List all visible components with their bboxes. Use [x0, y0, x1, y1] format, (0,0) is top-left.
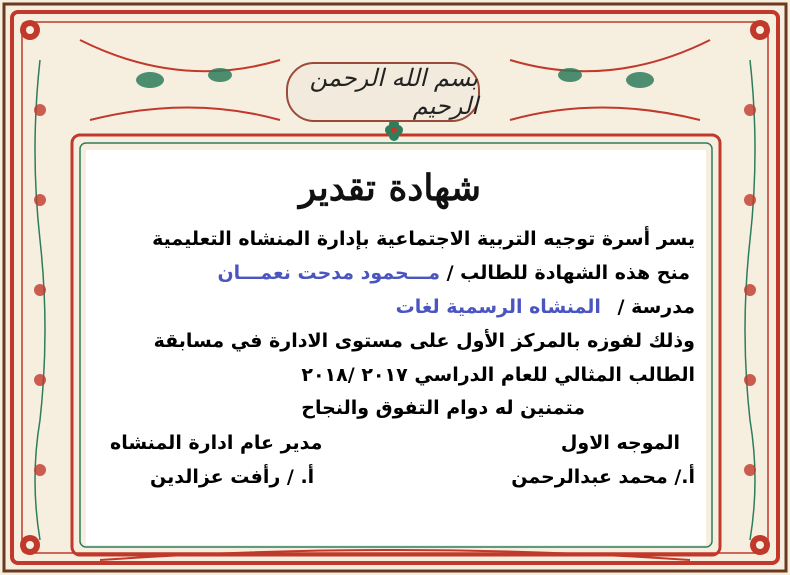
recipient-label: منح هذه الشهادة للطالب /: [446, 262, 690, 284]
student-name: مـــحمود مدحت نعمـــان: [217, 262, 440, 284]
school-name: المنشاه الرسمية لغات: [395, 296, 601, 318]
body-line-1: يسر أسرة توجيه التربية الاجتماعية بإدارة المنشاه التعليمية: [152, 228, 695, 250]
basmala-cartouche: [286, 62, 480, 122]
signature-left-name: أ. / رأفت عزالدين: [150, 466, 315, 488]
school-label: مدرسة /: [617, 296, 695, 318]
certificate-heading: [290, 158, 490, 218]
body-line-4: وذلك لفوزه بالمركز الأول على مستوى الادارة في مسابقة: [153, 330, 695, 352]
body-line-2: [217, 262, 690, 284]
body-line-3: [396, 296, 695, 318]
basmala-text: بسم الله الرحمن الرحيم: [309, 64, 478, 120]
body-line-6: متمنين له دوام التفوق والنجاح: [301, 397, 585, 419]
signature-right-title: الموجه الاول: [560, 432, 680, 454]
signature-right-name: أ./ محمد عبدالرحمن: [511, 466, 695, 488]
body-line-5: الطالب المثالي للعام الدراسي ٢٠١٧ /٢٠١٨: [301, 364, 695, 386]
certificate-title: شهادة تقدير: [298, 167, 482, 209]
signature-left-title: مدير عام ادارة المنشاه: [110, 432, 323, 454]
